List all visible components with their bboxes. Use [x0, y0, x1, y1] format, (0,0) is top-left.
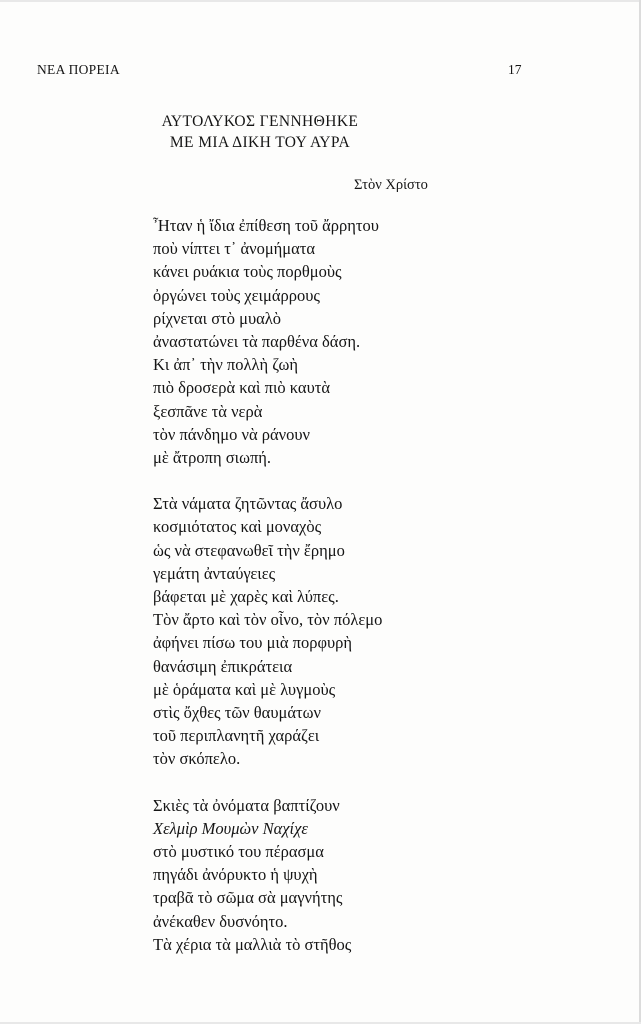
- stanza: [153, 214, 382, 469]
- verse-line-italic: Χελμὶρ Μουμὼν Ναχίχε: [153, 818, 308, 838]
- verse-line: τοῦ περιπλανητῆ χαράζει: [153, 726, 320, 746]
- stanza: [153, 794, 382, 956]
- verse-line: στὸ μυστικό του πέρασμα: [153, 842, 324, 862]
- verse-line: στὶς ὄχθες τῶν θαυμάτων: [153, 703, 321, 723]
- poem-title-line: ΑΥΤΟΛΥΚΟΣ ΓΕΝΝΗΘΗΚΕ: [161, 113, 359, 130]
- poem-body: [153, 214, 382, 956]
- verse-line: Τὸν ἄρτο καὶ τὸν οἶνο, τὸν πόλεμο: [153, 610, 383, 630]
- verse-line: ποὺ νίπτει τ᾽ ἀνομήματα: [153, 239, 316, 259]
- verse-line: ξεσπᾶνε τὰ νερὰ: [153, 401, 263, 421]
- verse-line: κοσμιότατος καὶ μοναχὸς: [153, 517, 322, 537]
- verse-line: τὸν πάνδημο νὰ ράνουν: [153, 424, 310, 444]
- poem-title-line: ΜΕ ΜΙΑ ΔΙΚΗ ΤΟΥ ΑΥΡΑ: [169, 134, 351, 151]
- verse-line: ἀνέκαθεν δυσνόητο.: [153, 911, 288, 931]
- verse-line: κάνει ρυάκια τοὺς πορθμοὺς: [153, 262, 342, 282]
- verse-line: μὲ ἄτροπη σιωπή.: [153, 448, 272, 468]
- verse-line: ὡς νὰ στεφανωθεῖ τὴν ἔρημο: [153, 540, 345, 560]
- verse-line: θανάσιμη ἐπικράτεια: [153, 656, 293, 676]
- verse-line: Σκιὲς τὰ ὀνόματα βαπτίζουν: [153, 795, 340, 815]
- page-edge-top: [0, 0, 641, 2]
- verse-line: ἀναστατώνει τὰ παρθένα δάση.: [153, 332, 361, 352]
- verse-line: ρίχνεται στὸ μυαλὸ: [153, 308, 282, 328]
- verse-line: ἀφήνει πίσω του μιὰ πορφυρὴ: [153, 633, 352, 653]
- running-head: ΝΕΑ ΠΟΡΕΙΑ: [37, 62, 120, 77]
- verse-line: μὲ ὁράματα καὶ μὲ λυγμοὺς: [153, 679, 336, 699]
- verse-line: Στὰ νάματα ζητῶντας ἄσυλο: [153, 494, 343, 514]
- poem-dedication: Στὸν Χρίστο: [354, 177, 428, 193]
- verse-line: Ἦταν ἡ ἴδια ἐπίθεση τοῦ ἄρρητου: [153, 216, 379, 235]
- verse-line: γεμάτη ἀνταύγειες: [153, 563, 276, 583]
- verse-line: βάφεται μὲ χαρὲς καὶ λύπες.: [153, 587, 339, 607]
- verse-line: πιὸ δροσερὰ καὶ πιὸ καυτὰ: [153, 378, 331, 398]
- page-number: 17: [508, 62, 522, 77]
- stanza: [153, 492, 382, 770]
- verse-line: τὸν σκόπελο.: [153, 749, 241, 769]
- verse-line: Κι ἀπ᾽ τὴν πολλὴ ζωὴ: [153, 355, 298, 375]
- verse-line: τραβᾶ τὸ σῶμα σὰ μαγνήτης: [153, 888, 343, 908]
- verse-line: ὀργώνει τοὺς χειμάρρους: [153, 285, 320, 305]
- verse-line: Τὰ χέρια τὰ μαλλιὰ τὸ στῆθος: [153, 934, 352, 954]
- poem-title: [130, 111, 390, 153]
- verse-line: πηγάδι ἀνόρυκτο ἡ ψυχὴ: [153, 865, 318, 885]
